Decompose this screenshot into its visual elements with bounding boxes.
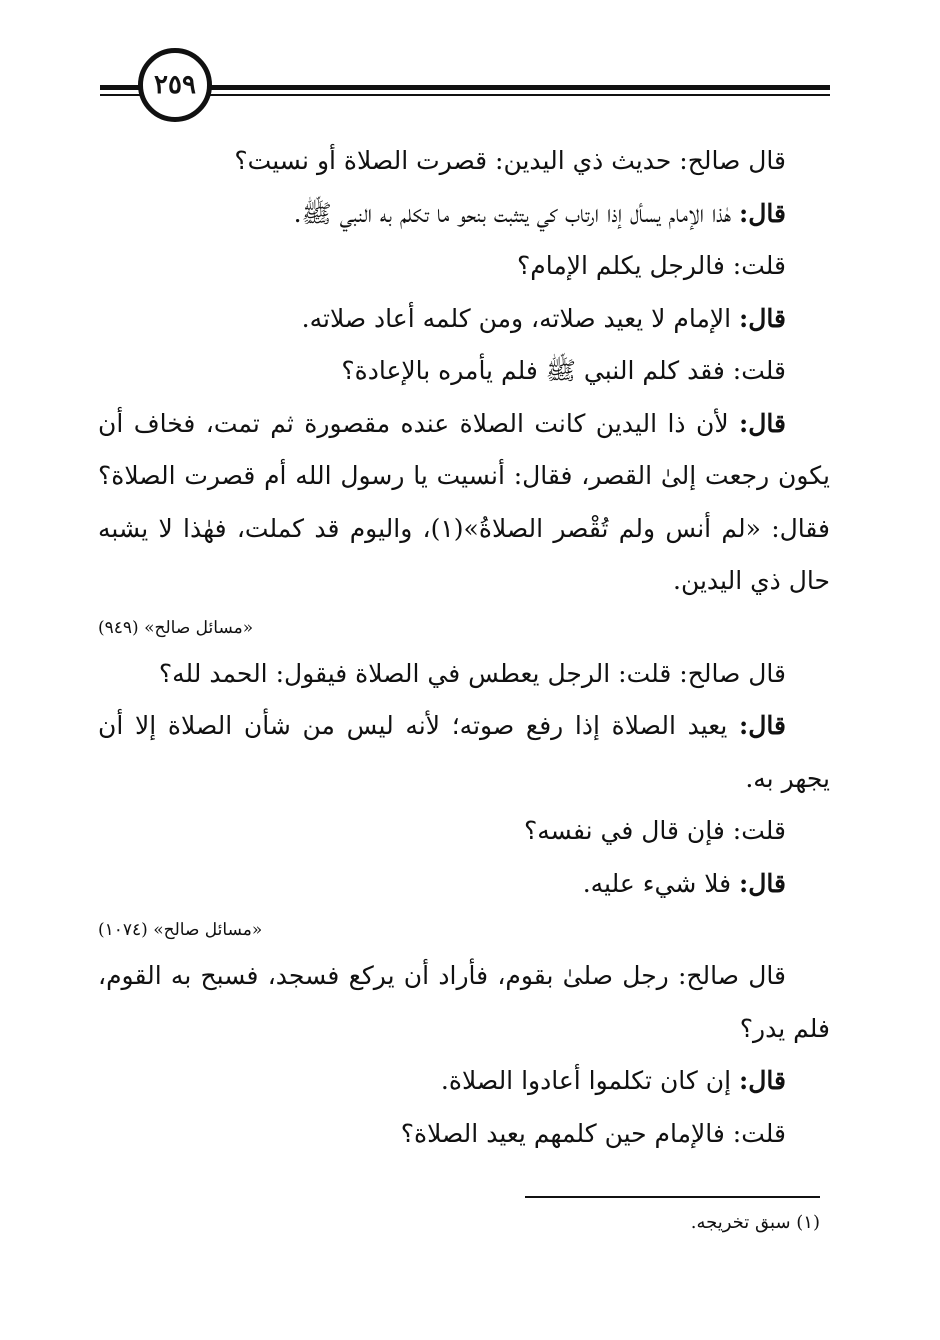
page-header [100,48,830,134]
footnote: (١) سبق تخريجه. [690,1212,820,1233]
text-line: قال: الإمام لا يعيد صلاته، ومن كلمه أعاد صلاته. [301,303,786,333]
text-line: قلت: فالرجل يكلم الإمام؟ [516,251,786,280]
text-line: قلت: فالإمام حين كلمهم يعيد الصلاة؟ [400,1118,786,1148]
text-line: يكون رجعت إلىٰ القصر، فقال: أنسيت يا رسول الله أم قصرت الصلاة؟ [98,461,830,490]
text-line: قال: لأن ذا اليدين كانت الصلاة عنده مقصورة ثم تمت، فخاف أن [98,408,786,438]
text-line: فقال: «لم أنس ولم تُقْصر الصلاةُ»(١)، واليوم قد كملت، فهٰذا لا يشبه [98,513,830,543]
text-line: قال صالح: رجل صلىٰ بقوم، فأراد أن يركع فسجد، فسبح به القوم، [98,961,786,990]
header-rule-left-thin [100,94,140,96]
text-line: قلت: فإن قال في نفسه؟ [523,816,786,845]
header-rule-right [210,85,830,90]
reference-citation: «مسائل صالح» (١٠٧٤) [98,920,263,940]
text-line: قال صالح: قلت: الرجل يعطس في الصلاة فيقول: الحمد لله؟ [158,658,786,688]
page-number: ٢٥٩ [138,48,212,122]
footnote-divider [525,1196,820,1198]
text-line: قال صالح: حديث ذي اليدين: قصرت الصلاة أو نسيت؟ [234,146,786,175]
text-line: قال: إن كان تكلموا أعادوا الصلاة. [440,1066,786,1095]
text-line: يجهر به. [745,763,830,793]
text-line: قلت: فقد كلم النبي ﷺ فلم يأمره بالإعادة؟ [341,356,786,385]
header-rule-right-thin [210,94,830,96]
text-line: فلم يدر؟ [739,1013,830,1043]
text-line: قال: هٰذا الإمام يسأل إذا ارتاب كي يتثبت بنحو ما تكلم به النبي ﷺ. [293,198,786,228]
reference-citation: «مسائل صالح» (٩٤٩) [98,617,254,638]
body-text [98,135,830,1160]
text-line: قال: فلا شيء عليه. [582,868,786,898]
text-line: حال ذي اليدين. [673,566,830,595]
header-rule-left [100,85,140,90]
text-line: قال: يعيد الصلاة إذا رفع صوته؛ لأنه ليس من شأن الصلاة إلا أن [98,711,786,740]
